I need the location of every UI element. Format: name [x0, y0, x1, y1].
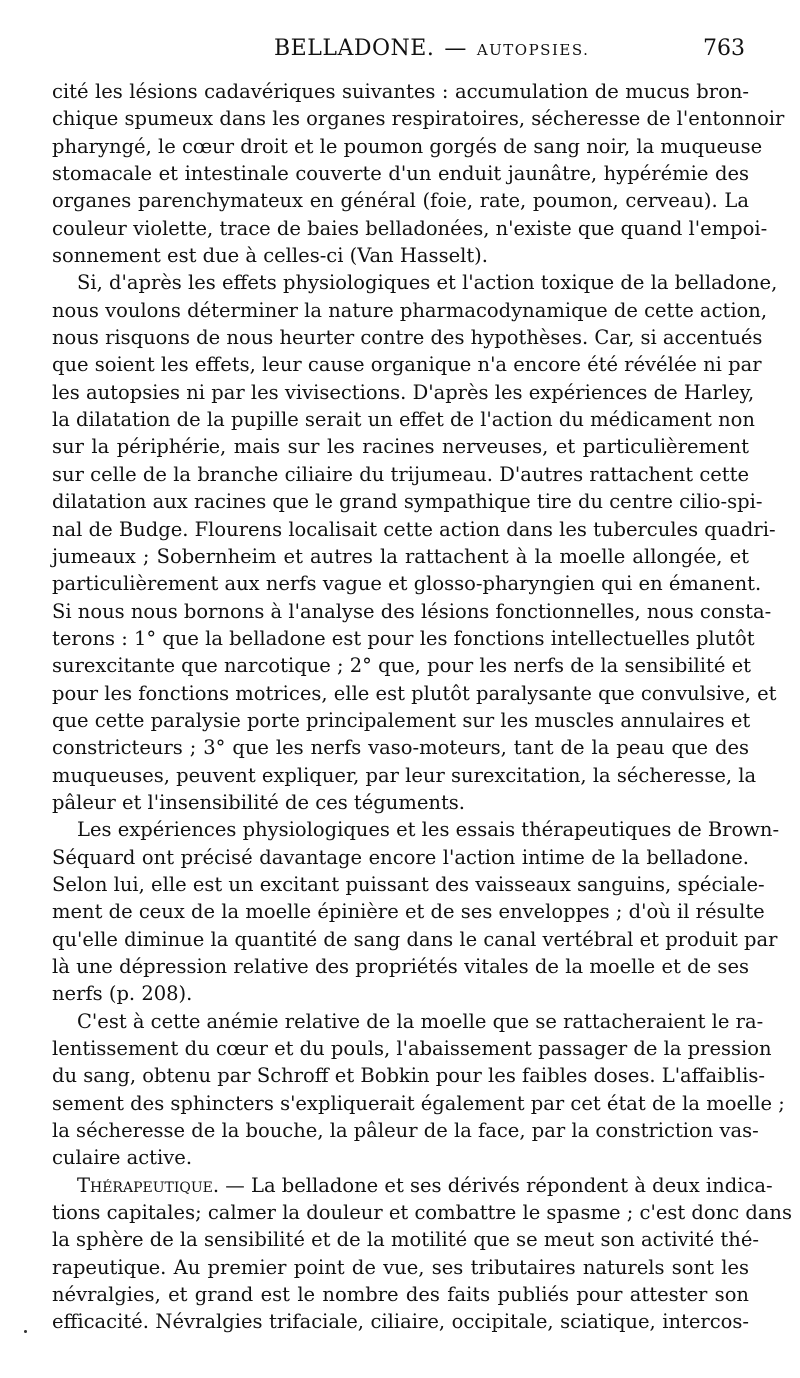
text-line: nous risquons de nous heurter contre des hypothèses. Car, si accentués — [52, 326, 763, 350]
text-line: Selon lui, elle est un excitant puissant des vaisseaux sanguins, spéciale- — [52, 872, 765, 896]
text-line: tions capitales; calmer la douleur et combattre le spasme ; c'est donc dans — [52, 1201, 792, 1225]
text-line: efficacité. Névralgies trifaciale, ciliaire, occipitale, sciatique, intercos- — [52, 1310, 749, 1334]
body-text — [52, 78, 792, 1336]
text-line: sur celle de la branche ciliaire du trijumeau. D'autres rattachent cette — [52, 462, 749, 486]
paragraph-1 — [52, 78, 785, 269]
section-heading: Thérapeutique. — [77, 1173, 220, 1197]
text-line: la dilatation de la pupille serait un effet de l'action du médicament non — [52, 408, 755, 432]
text-line: Séquard ont précisé davantage encore l'action intime de la belladone. — [52, 845, 749, 869]
text-line: que cette paralysie porte principalement sur les muscles annulaires et — [52, 708, 751, 732]
text-line: sonnement est due à celles-ci (Van Hasselt). — [52, 244, 488, 268]
text-line: jumeaux ; Sobernheim et autres la rattachent à la moelle allongée, et — [52, 544, 749, 568]
text-line: pharyngé, le cœur droit et le poumon gorgés de sang noir, la muqueuse — [52, 134, 763, 158]
paragraph-4 — [52, 1008, 785, 1172]
text-line: nal de Budge. Flourens localisait cette action dans les tubercules quadri- — [52, 517, 776, 541]
text-line: ment de ceux de la moelle épinière et de ses enveloppes ; d'où il résulte — [52, 900, 765, 924]
text-line: sement des sphincters s'expliquerait également par cet état de la moelle ; — [52, 1091, 785, 1115]
header-dash: — — [444, 36, 467, 61]
text-line: C'est à cette anémie relative de la moelle que se rattacheraient le ra- — [77, 1009, 764, 1033]
text-line: pour les fonctions motrices, elle est plutôt paralysante que convulsive, et — [52, 681, 777, 705]
text-line: Les expériences physiologiques et les essais thérapeutiques de Brown- — [77, 818, 780, 842]
text-line: lentissement du cœur et du pouls, l'abaissement passager de la pression — [52, 1037, 772, 1061]
running-title — [274, 36, 589, 61]
text-line: névralgies, et grand est le nombre des faits publiés pour attester son — [52, 1283, 749, 1307]
ink-speck — [24, 1330, 27, 1333]
text-line: du sang, obtenu par Schroff et Bobkin pour les faibles doses. L'affaiblis- — [52, 1064, 765, 1088]
text-line: nerfs (p. 208). — [52, 982, 193, 1006]
text-line: cité les lésions cadavériques suivantes : accumulation de mucus bron- — [52, 80, 749, 103]
text-line: surexcitante que narcotique ; 2° que, pour les nerfs de la sensibilité et — [52, 654, 751, 678]
text-line: qu'elle diminue la quantité de sang dans le canal vertébral et produit par — [52, 927, 778, 951]
heading-line-text: — La belladone et ses dérivés répondent à deux indica- — [219, 1173, 773, 1197]
text-line — [52, 1172, 773, 1199]
text-line: couleur violette, trace de baies belladonées, n'existe que quand l'empoi- — [52, 216, 768, 240]
text-line: stomacale et intestinale couverte d'un enduit jaunâtre, hypérémie des — [52, 162, 749, 186]
text-line: pâleur et l'insensibilité de ces téguments. — [52, 790, 465, 814]
text-line: Si nous nous bornons à l'analyse des lésions fonctionnelles, nous consta- — [52, 599, 772, 623]
text-line: constricteurs ; 3° que les nerfs vaso-moteurs, tant de la peau que des — [52, 736, 749, 760]
text-line: nous voulons déterminer la nature pharmacodynamique de cette action, — [52, 298, 768, 322]
running-header — [52, 36, 749, 70]
page-number: 763 — [703, 36, 745, 61]
text-line: Si, d'après les effets physiologiques et l'action toxique de la belladone, — [77, 271, 778, 295]
text-line: les autopsies ni par les vivisections. D'après les expériences de Harley, — [52, 380, 755, 404]
text-line: muqueuses, peuvent expliquer, par leur surexcitation, la sécheresse, la — [52, 763, 757, 787]
text-line: que soient les effets, leur cause organique n'a encore été révélée ni par — [52, 353, 762, 377]
text-line: dilatation aux racines que le grand sympathique tire du centre cilio-spi- — [52, 490, 763, 514]
text-line: terons : 1° que la belladone est pour les fonctions intellectuelles plutôt — [52, 626, 755, 650]
text-line: particulièrement aux nerfs vague et glosso-pharyngien qui en émanent. — [52, 572, 762, 596]
paragraph-3 — [52, 816, 780, 1007]
text-line: culaire active. — [52, 1146, 193, 1170]
paragraph-2 — [52, 269, 778, 816]
text-line: là une dépression relative des propriétés vitales de la moelle et de ses — [52, 955, 749, 978]
text-line: chique spumeux dans les organes respiratoires, sécheresse de l'entonnoir — [52, 107, 785, 131]
text-line: rapeutique. Au premier point de vue, ses tributaires naturels sont les — [52, 1255, 749, 1279]
paragraph-therapeutique — [52, 1172, 792, 1336]
text-line: la sécheresse de la bouche, la pâleur de la face, par la constriction vas- — [52, 1119, 759, 1143]
text-line: sur la périphérie, mais sur les racines nerveuses, et particulièrement — [52, 435, 749, 459]
header-section: AUTOPSIES. — [476, 41, 590, 59]
text-line: la sphère de la sensibilité et de la motilité que se meut son activité thé- — [52, 1228, 759, 1252]
header-title: BELLADONE. — [274, 36, 435, 61]
text-line: organes parenchymateux en général (foie, rate, poumon, cerveau). La — [52, 189, 749, 213]
